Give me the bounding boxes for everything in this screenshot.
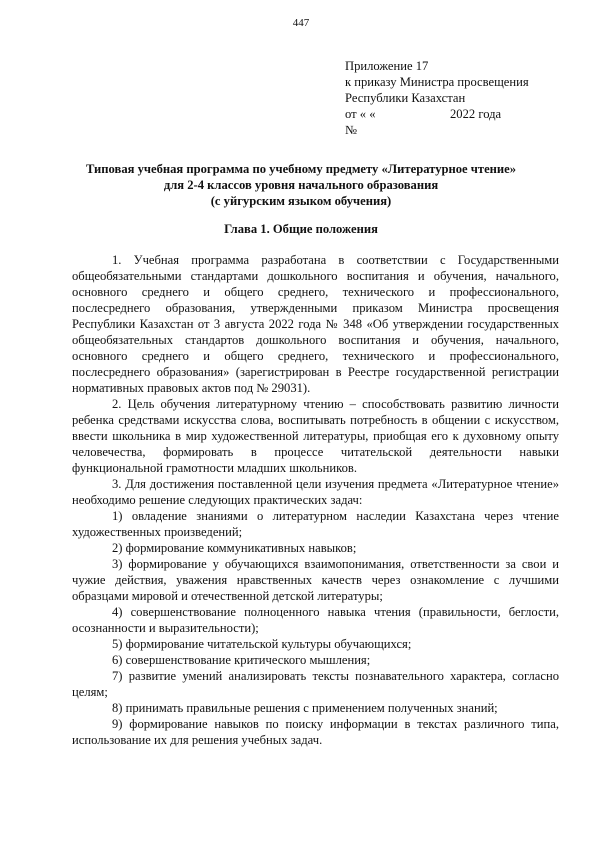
page-number: 447 [292,17,310,29]
task-item-7: 7) развитие умений анализировать тексты познавательного характера, согласно целям; [72,669,559,699]
appendix-date-prefix: от « « [345,107,376,121]
appendix-line-3: Республики Казахстан [345,91,466,105]
appendix-block [345,58,565,138]
appendix-date-line [345,106,565,122]
document-title [40,161,562,209]
paragraph-2: 2. Цель обучения литературному чтению – способствовать развитию личности ребенка средствами искусства слова, воспитывать потребность в общении с искусством, ввести школьника в мир художественной литературы, приобщая его к духовному опыту человечества, формировать в процессе читательской деятельности навыки функциональной грамотности младших школьников. [72,397,559,475]
appendix-date-year: 2022 года [450,107,502,121]
appendix-number-line: № [345,123,358,137]
appendix-line-2: к приказу Министра просвещения [345,75,529,89]
task-item-2: 2) формирование коммуникативных навыков; [112,541,357,555]
task-item-3: 3) формирование у обучающихся взаимопонимания, ответственности за свои и чужие действия, уважения нравственных качеств через ознакомление с лучшими образцами мировой и отечественной детской литературы; [72,557,559,603]
task-item-1: 1) овладение знаниями о литературном наследии Казахстана через чтение художественных произведений; [72,509,559,539]
title-line-2: для 2-4 классов уровня начального образования [163,178,439,192]
task-item-6: 6) совершенствование критического мышления; [112,653,371,667]
paragraph-1: 1. Учебная программа разработана в соответствии с Государственными общеобязательными стандартами дошкольного воспитания и обучения, начального, основного среднего и общего среднего, технического и профессионального, послесреднего образования, утвержденными приказом Министра просвещения Республики Казахстан от 3 августа 2022 года № 348 «Об утверждении государственных общеобязательных стандартов дошкольного воспитания и обучения, начального, основного среднего и общего среднего, технического и профессионального, послесреднего образования» (зарегистрирован в Реестре государственной регистрации нормативных правовых актов под № 29031). [72,253,559,395]
task-item-5: 5) формирование читательской культуры обучающихся; [112,637,412,651]
title-line-3: (с уйгурским языком обучения) [210,194,392,208]
chapter-title: Глава 1. Общие положения [224,222,378,236]
appendix-line-1: Приложение 17 [345,59,429,73]
paragraph-3: 3. Для достижения поставленной цели изучения предмета «Литературное чтение» необходимо решение следующих практических задач: [72,477,559,507]
title-line-1: Типовая учебная программа по учебному предмету «Литературное чтение» [85,162,517,176]
task-item-8: 8) принимать правильные решения с применением полученных знаний; [112,701,498,715]
task-item-4: 4) совершенствование полноценного навыка чтения (правильности, беглости, осознанности и выразительности); [72,605,559,635]
task-item-9: 9) формирование навыков по поиску информации в текстах различного типа, использование их для решения учебных задач. [72,717,559,747]
document-body [72,252,559,748]
